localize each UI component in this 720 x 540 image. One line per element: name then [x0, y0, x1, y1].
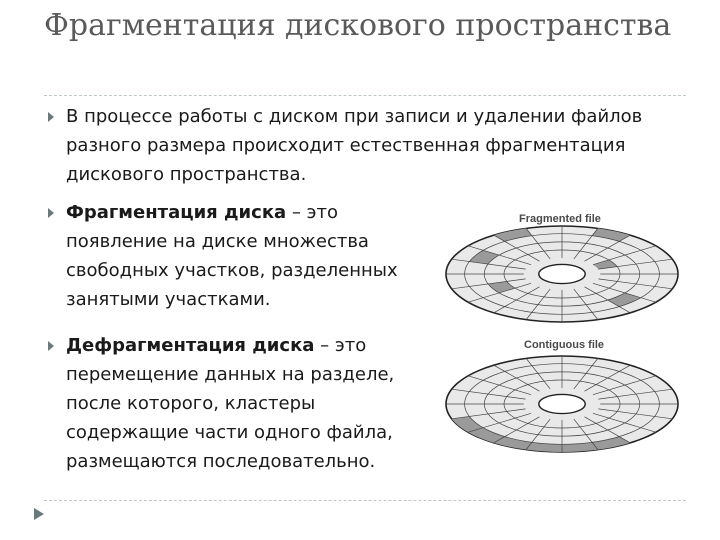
bullet-text-fragmentation-process: В процессе работы с диском при записи и удалении файлов разного размера происходит естественная фрагментация дискового пространства.	[66, 106, 643, 185]
bullet-text-fragmentation-definition: Фрагментация диска – это появление на диске множества свободных участков, разделенных занятыми участками.	[66, 202, 398, 310]
footer-divider	[44, 500, 686, 501]
bullet-text-defragmentation-definition: Дефрагментация диска – это перемещение данных на разделе, после которого, кластеры содержащие части одного файла, размещаются последовательно.	[66, 335, 395, 472]
figure-caption-contiguous: Contiguous file	[524, 339, 605, 351]
figure-caption-fragmented: Fragmented file	[519, 213, 601, 225]
triangle-bullet-icon	[48, 208, 54, 218]
triangle-bullet-icon	[48, 341, 54, 351]
next-slide-icon[interactable]	[32, 507, 46, 521]
slide-title: Фрагментация дискового пространства	[44, 8, 672, 43]
triangle-bullet-icon	[48, 112, 54, 122]
term-defragmentation: Дефрагментация диска	[66, 335, 315, 356]
title-divider	[44, 95, 686, 96]
term-fragmentation: Фрагментация диска	[66, 202, 287, 223]
contiguous-disk-diagram	[440, 352, 684, 456]
fragmented-disk-diagram	[440, 222, 684, 326]
